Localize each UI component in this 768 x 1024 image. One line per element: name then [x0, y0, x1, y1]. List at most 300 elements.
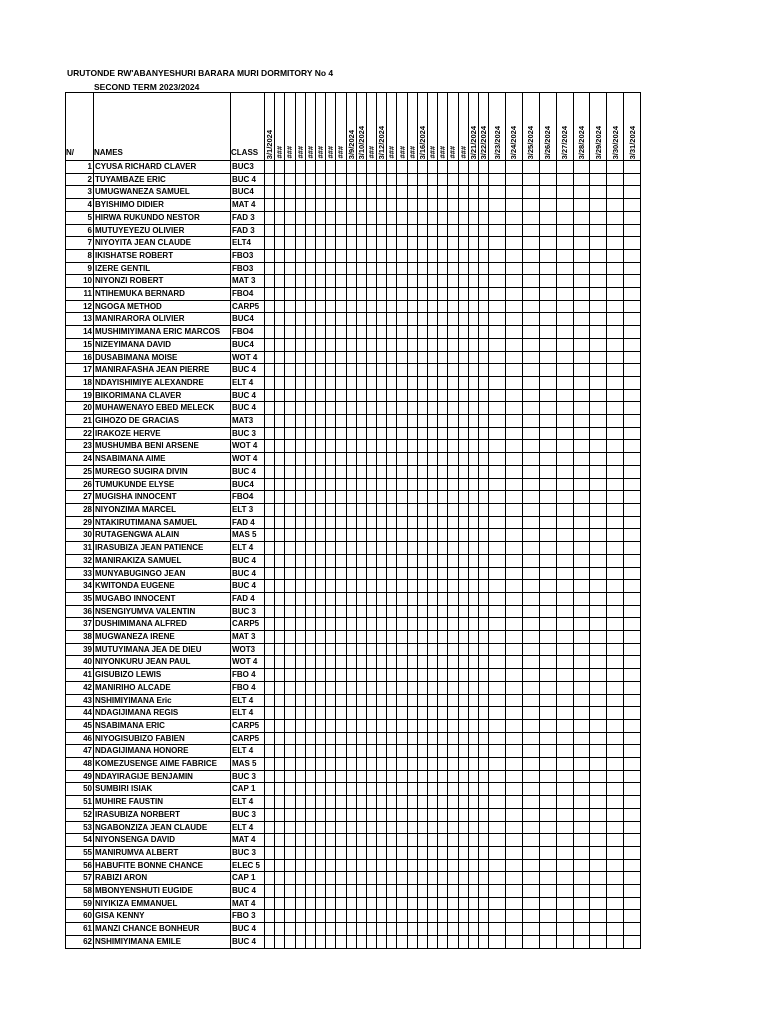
attendance-cell[interactable] — [590, 707, 607, 720]
attendance-cell[interactable] — [336, 427, 346, 440]
attendance-cell[interactable] — [417, 808, 427, 821]
attendance-cell[interactable] — [624, 567, 641, 580]
attendance-cell[interactable] — [295, 326, 305, 339]
attendance-cell[interactable] — [295, 859, 305, 872]
attendance-cell[interactable] — [478, 161, 488, 174]
attendance-cell[interactable] — [326, 770, 336, 783]
attendance-cell[interactable] — [377, 758, 387, 771]
attendance-cell[interactable] — [315, 796, 325, 809]
attendance-cell[interactable] — [506, 859, 523, 872]
attendance-cell[interactable] — [448, 707, 458, 720]
attendance-cell[interactable] — [506, 376, 523, 389]
attendance-cell[interactable] — [506, 516, 523, 529]
attendance-cell[interactable] — [417, 567, 427, 580]
attendance-cell[interactable] — [377, 161, 387, 174]
attendance-cell[interactable] — [468, 669, 478, 682]
attendance-cell[interactable] — [468, 338, 478, 351]
attendance-cell[interactable] — [478, 821, 488, 834]
attendance-cell[interactable] — [366, 415, 376, 428]
attendance-cell[interactable] — [468, 872, 478, 885]
attendance-cell[interactable] — [387, 669, 397, 682]
attendance-cell[interactable] — [607, 313, 624, 326]
attendance-cell[interactable] — [539, 669, 556, 682]
attendance-cell[interactable] — [607, 249, 624, 262]
attendance-cell[interactable] — [397, 440, 407, 453]
attendance-cell[interactable] — [407, 338, 417, 351]
attendance-cell[interactable] — [346, 554, 356, 567]
attendance-cell[interactable] — [624, 249, 641, 262]
attendance-cell[interactable] — [428, 275, 438, 288]
attendance-cell[interactable] — [346, 491, 356, 504]
attendance-cell[interactable] — [366, 554, 376, 567]
attendance-cell[interactable] — [468, 605, 478, 618]
attendance-cell[interactable] — [478, 643, 488, 656]
attendance-cell[interactable] — [478, 910, 488, 923]
attendance-cell[interactable] — [607, 846, 624, 859]
attendance-cell[interactable] — [275, 631, 285, 644]
attendance-cell[interactable] — [573, 719, 590, 732]
attendance-cell[interactable] — [275, 732, 285, 745]
attendance-cell[interactable] — [275, 465, 285, 478]
attendance-cell[interactable] — [556, 567, 573, 580]
attendance-cell[interactable] — [590, 288, 607, 301]
attendance-cell[interactable] — [489, 415, 506, 428]
attendance-cell[interactable] — [407, 770, 417, 783]
attendance-cell[interactable] — [448, 770, 458, 783]
attendance-cell[interactable] — [265, 796, 275, 809]
attendance-cell[interactable] — [397, 427, 407, 440]
attendance-cell[interactable] — [305, 707, 315, 720]
attendance-cell[interactable] — [556, 326, 573, 339]
attendance-cell[interactable] — [539, 872, 556, 885]
attendance-cell[interactable] — [522, 402, 539, 415]
attendance-cell[interactable] — [366, 885, 376, 898]
attendance-cell[interactable] — [285, 567, 295, 580]
attendance-cell[interactable] — [305, 821, 315, 834]
attendance-cell[interactable] — [356, 910, 366, 923]
attendance-cell[interactable] — [428, 516, 438, 529]
attendance-cell[interactable] — [315, 300, 325, 313]
attendance-cell[interactable] — [397, 694, 407, 707]
attendance-cell[interactable] — [448, 275, 458, 288]
attendance-cell[interactable] — [285, 821, 295, 834]
attendance-cell[interactable] — [590, 580, 607, 593]
attendance-cell[interactable] — [285, 834, 295, 847]
attendance-cell[interactable] — [315, 935, 325, 948]
attendance-cell[interactable] — [506, 402, 523, 415]
attendance-cell[interactable] — [607, 643, 624, 656]
attendance-cell[interactable] — [468, 923, 478, 936]
attendance-cell[interactable] — [377, 834, 387, 847]
attendance-cell[interactable] — [315, 681, 325, 694]
attendance-cell[interactable] — [295, 211, 305, 224]
attendance-cell[interactable] — [346, 834, 356, 847]
attendance-cell[interactable] — [387, 846, 397, 859]
attendance-cell[interactable] — [607, 402, 624, 415]
attendance-cell[interactable] — [448, 453, 458, 466]
attendance-cell[interactable] — [295, 631, 305, 644]
attendance-cell[interactable] — [397, 275, 407, 288]
attendance-cell[interactable] — [265, 351, 275, 364]
attendance-cell[interactable] — [458, 821, 468, 834]
attendance-cell[interactable] — [387, 288, 397, 301]
attendance-cell[interactable] — [407, 516, 417, 529]
attendance-cell[interactable] — [295, 758, 305, 771]
attendance-cell[interactable] — [315, 605, 325, 618]
attendance-cell[interactable] — [397, 402, 407, 415]
attendance-cell[interactable] — [315, 376, 325, 389]
attendance-cell[interactable] — [336, 770, 346, 783]
attendance-cell[interactable] — [573, 326, 590, 339]
attendance-cell[interactable] — [326, 300, 336, 313]
attendance-cell[interactable] — [295, 161, 305, 174]
attendance-cell[interactable] — [275, 478, 285, 491]
attendance-cell[interactable] — [522, 326, 539, 339]
attendance-cell[interactable] — [478, 173, 488, 186]
attendance-cell[interactable] — [387, 249, 397, 262]
attendance-cell[interactable] — [468, 758, 478, 771]
attendance-cell[interactable] — [438, 402, 448, 415]
attendance-cell[interactable] — [377, 288, 387, 301]
attendance-cell[interactable] — [285, 440, 295, 453]
attendance-cell[interactable] — [407, 618, 417, 631]
attendance-cell[interactable] — [397, 376, 407, 389]
attendance-cell[interactable] — [387, 211, 397, 224]
attendance-cell[interactable] — [366, 758, 376, 771]
attendance-cell[interactable] — [417, 846, 427, 859]
attendance-cell[interactable] — [295, 923, 305, 936]
attendance-cell[interactable] — [387, 427, 397, 440]
attendance-cell[interactable] — [336, 161, 346, 174]
attendance-cell[interactable] — [265, 516, 275, 529]
attendance-cell[interactable] — [489, 376, 506, 389]
attendance-cell[interactable] — [326, 465, 336, 478]
attendance-cell[interactable] — [624, 783, 641, 796]
attendance-cell[interactable] — [428, 821, 438, 834]
attendance-cell[interactable] — [356, 821, 366, 834]
attendance-cell[interactable] — [326, 440, 336, 453]
attendance-cell[interactable] — [336, 796, 346, 809]
attendance-cell[interactable] — [265, 910, 275, 923]
attendance-cell[interactable] — [417, 694, 427, 707]
attendance-cell[interactable] — [356, 605, 366, 618]
attendance-cell[interactable] — [417, 389, 427, 402]
attendance-cell[interactable] — [295, 389, 305, 402]
attendance-cell[interactable] — [315, 288, 325, 301]
attendance-cell[interactable] — [573, 923, 590, 936]
attendance-cell[interactable] — [573, 161, 590, 174]
attendance-cell[interactable] — [590, 161, 607, 174]
attendance-cell[interactable] — [539, 910, 556, 923]
attendance-cell[interactable] — [275, 351, 285, 364]
attendance-cell[interactable] — [458, 631, 468, 644]
attendance-cell[interactable] — [397, 313, 407, 326]
attendance-cell[interactable] — [556, 745, 573, 758]
attendance-cell[interactable] — [265, 224, 275, 237]
attendance-cell[interactable] — [438, 491, 448, 504]
attendance-cell[interactable] — [556, 846, 573, 859]
attendance-cell[interactable] — [448, 338, 458, 351]
attendance-cell[interactable] — [356, 300, 366, 313]
attendance-cell[interactable] — [407, 211, 417, 224]
attendance-cell[interactable] — [387, 529, 397, 542]
attendance-cell[interactable] — [478, 440, 488, 453]
attendance-cell[interactable] — [305, 224, 315, 237]
attendance-cell[interactable] — [478, 491, 488, 504]
attendance-cell[interactable] — [522, 935, 539, 948]
attendance-cell[interactable] — [315, 580, 325, 593]
attendance-cell[interactable] — [366, 580, 376, 593]
attendance-cell[interactable] — [407, 885, 417, 898]
attendance-cell[interactable] — [407, 275, 417, 288]
attendance-cell[interactable] — [275, 885, 285, 898]
attendance-cell[interactable] — [356, 796, 366, 809]
attendance-cell[interactable] — [346, 415, 356, 428]
attendance-cell[interactable] — [607, 542, 624, 555]
attendance-cell[interactable] — [428, 796, 438, 809]
attendance-cell[interactable] — [346, 542, 356, 555]
attendance-cell[interactable] — [522, 783, 539, 796]
attendance-cell[interactable] — [506, 669, 523, 682]
attendance-cell[interactable] — [539, 643, 556, 656]
attendance-cell[interactable] — [305, 402, 315, 415]
attendance-cell[interactable] — [346, 605, 356, 618]
attendance-cell[interactable] — [336, 681, 346, 694]
attendance-cell[interactable] — [590, 846, 607, 859]
attendance-cell[interactable] — [275, 694, 285, 707]
attendance-cell[interactable] — [448, 440, 458, 453]
attendance-cell[interactable] — [489, 592, 506, 605]
attendance-cell[interactable] — [590, 783, 607, 796]
attendance-cell[interactable] — [275, 516, 285, 529]
attendance-cell[interactable] — [448, 288, 458, 301]
attendance-cell[interactable] — [438, 935, 448, 948]
attendance-cell[interactable] — [305, 719, 315, 732]
attendance-cell[interactable] — [265, 669, 275, 682]
attendance-cell[interactable] — [407, 326, 417, 339]
attendance-cell[interactable] — [448, 923, 458, 936]
attendance-cell[interactable] — [315, 542, 325, 555]
attendance-cell[interactable] — [346, 249, 356, 262]
attendance-cell[interactable] — [417, 770, 427, 783]
attendance-cell[interactable] — [265, 300, 275, 313]
attendance-cell[interactable] — [478, 351, 488, 364]
attendance-cell[interactable] — [539, 656, 556, 669]
attendance-cell[interactable] — [387, 351, 397, 364]
attendance-cell[interactable] — [428, 783, 438, 796]
attendance-cell[interactable] — [458, 567, 468, 580]
attendance-cell[interactable] — [285, 656, 295, 669]
attendance-cell[interactable] — [438, 859, 448, 872]
attendance-cell[interactable] — [397, 237, 407, 250]
attendance-cell[interactable] — [448, 656, 458, 669]
attendance-cell[interactable] — [285, 719, 295, 732]
attendance-cell[interactable] — [346, 300, 356, 313]
attendance-cell[interactable] — [397, 211, 407, 224]
attendance-cell[interactable] — [295, 643, 305, 656]
attendance-cell[interactable] — [356, 897, 366, 910]
attendance-cell[interactable] — [387, 326, 397, 339]
attendance-cell[interactable] — [556, 618, 573, 631]
attendance-cell[interactable] — [506, 389, 523, 402]
attendance-cell[interactable] — [458, 465, 468, 478]
attendance-cell[interactable] — [346, 402, 356, 415]
attendance-cell[interactable] — [265, 529, 275, 542]
attendance-cell[interactable] — [624, 872, 641, 885]
attendance-cell[interactable] — [590, 694, 607, 707]
attendance-cell[interactable] — [607, 173, 624, 186]
attendance-cell[interactable] — [506, 478, 523, 491]
attendance-cell[interactable] — [346, 618, 356, 631]
attendance-cell[interactable] — [366, 783, 376, 796]
attendance-cell[interactable] — [438, 427, 448, 440]
attendance-cell[interactable] — [478, 237, 488, 250]
attendance-cell[interactable] — [478, 846, 488, 859]
attendance-cell[interactable] — [573, 859, 590, 872]
attendance-cell[interactable] — [428, 935, 438, 948]
attendance-cell[interactable] — [275, 580, 285, 593]
attendance-cell[interactable] — [387, 453, 397, 466]
attendance-cell[interactable] — [407, 732, 417, 745]
attendance-cell[interactable] — [417, 478, 427, 491]
attendance-cell[interactable] — [265, 885, 275, 898]
attendance-cell[interactable] — [556, 643, 573, 656]
attendance-cell[interactable] — [315, 872, 325, 885]
attendance-cell[interactable] — [377, 745, 387, 758]
attendance-cell[interactable] — [468, 732, 478, 745]
attendance-cell[interactable] — [305, 580, 315, 593]
attendance-cell[interactable] — [336, 503, 346, 516]
attendance-cell[interactable] — [438, 872, 448, 885]
attendance-cell[interactable] — [305, 872, 315, 885]
attendance-cell[interactable] — [573, 529, 590, 542]
attendance-cell[interactable] — [397, 186, 407, 199]
attendance-cell[interactable] — [295, 846, 305, 859]
attendance-cell[interactable] — [387, 758, 397, 771]
attendance-cell[interactable] — [458, 173, 468, 186]
attendance-cell[interactable] — [448, 592, 458, 605]
attendance-cell[interactable] — [607, 389, 624, 402]
attendance-cell[interactable] — [346, 351, 356, 364]
attendance-cell[interactable] — [275, 161, 285, 174]
attendance-cell[interactable] — [417, 161, 427, 174]
attendance-cell[interactable] — [397, 389, 407, 402]
attendance-cell[interactable] — [590, 262, 607, 275]
attendance-cell[interactable] — [366, 796, 376, 809]
attendance-cell[interactable] — [458, 376, 468, 389]
attendance-cell[interactable] — [326, 211, 336, 224]
attendance-cell[interactable] — [305, 923, 315, 936]
attendance-cell[interactable] — [285, 923, 295, 936]
attendance-cell[interactable] — [305, 631, 315, 644]
attendance-cell[interactable] — [458, 300, 468, 313]
attendance-cell[interactable] — [417, 631, 427, 644]
attendance-cell[interactable] — [377, 681, 387, 694]
attendance-cell[interactable] — [438, 338, 448, 351]
attendance-cell[interactable] — [607, 376, 624, 389]
attendance-cell[interactable] — [387, 745, 397, 758]
attendance-cell[interactable] — [295, 491, 305, 504]
attendance-cell[interactable] — [478, 516, 488, 529]
attendance-cell[interactable] — [326, 542, 336, 555]
attendance-cell[interactable] — [522, 796, 539, 809]
attendance-cell[interactable] — [607, 491, 624, 504]
attendance-cell[interactable] — [417, 580, 427, 593]
attendance-cell[interactable] — [448, 491, 458, 504]
attendance-cell[interactable] — [590, 618, 607, 631]
attendance-cell[interactable] — [265, 821, 275, 834]
attendance-cell[interactable] — [624, 161, 641, 174]
attendance-cell[interactable] — [356, 503, 366, 516]
attendance-cell[interactable] — [590, 338, 607, 351]
attendance-cell[interactable] — [539, 478, 556, 491]
attendance-cell[interactable] — [285, 846, 295, 859]
attendance-cell[interactable] — [377, 478, 387, 491]
attendance-cell[interactable] — [607, 732, 624, 745]
attendance-cell[interactable] — [336, 326, 346, 339]
attendance-cell[interactable] — [522, 631, 539, 644]
attendance-cell[interactable] — [356, 935, 366, 948]
attendance-cell[interactable] — [407, 199, 417, 212]
attendance-cell[interactable] — [478, 427, 488, 440]
attendance-cell[interactable] — [539, 503, 556, 516]
attendance-cell[interactable] — [448, 415, 458, 428]
attendance-cell[interactable] — [377, 923, 387, 936]
attendance-cell[interactable] — [387, 440, 397, 453]
attendance-cell[interactable] — [305, 503, 315, 516]
attendance-cell[interactable] — [489, 656, 506, 669]
attendance-cell[interactable] — [275, 859, 285, 872]
attendance-cell[interactable] — [458, 161, 468, 174]
attendance-cell[interactable] — [489, 351, 506, 364]
attendance-cell[interactable] — [265, 173, 275, 186]
attendance-cell[interactable] — [573, 542, 590, 555]
attendance-cell[interactable] — [624, 262, 641, 275]
attendance-cell[interactable] — [417, 364, 427, 377]
attendance-cell[interactable] — [448, 300, 458, 313]
attendance-cell[interactable] — [428, 300, 438, 313]
attendance-cell[interactable] — [468, 885, 478, 898]
attendance-cell[interactable] — [478, 503, 488, 516]
attendance-cell[interactable] — [387, 885, 397, 898]
attendance-cell[interactable] — [417, 440, 427, 453]
attendance-cell[interactable] — [448, 224, 458, 237]
attendance-cell[interactable] — [407, 859, 417, 872]
attendance-cell[interactable] — [468, 707, 478, 720]
attendance-cell[interactable] — [356, 224, 366, 237]
attendance-cell[interactable] — [315, 910, 325, 923]
attendance-cell[interactable] — [326, 313, 336, 326]
attendance-cell[interactable] — [468, 364, 478, 377]
attendance-cell[interactable] — [478, 389, 488, 402]
attendance-cell[interactable] — [522, 872, 539, 885]
attendance-cell[interactable] — [336, 364, 346, 377]
attendance-cell[interactable] — [315, 846, 325, 859]
attendance-cell[interactable] — [539, 834, 556, 847]
attendance-cell[interactable] — [556, 681, 573, 694]
attendance-cell[interactable] — [315, 554, 325, 567]
attendance-cell[interactable] — [539, 427, 556, 440]
attendance-cell[interactable] — [377, 592, 387, 605]
attendance-cell[interactable] — [624, 199, 641, 212]
attendance-cell[interactable] — [305, 567, 315, 580]
attendance-cell[interactable] — [438, 592, 448, 605]
attendance-cell[interactable] — [285, 681, 295, 694]
attendance-cell[interactable] — [539, 338, 556, 351]
attendance-cell[interactable] — [458, 885, 468, 898]
attendance-cell[interactable] — [346, 237, 356, 250]
attendance-cell[interactable] — [346, 631, 356, 644]
